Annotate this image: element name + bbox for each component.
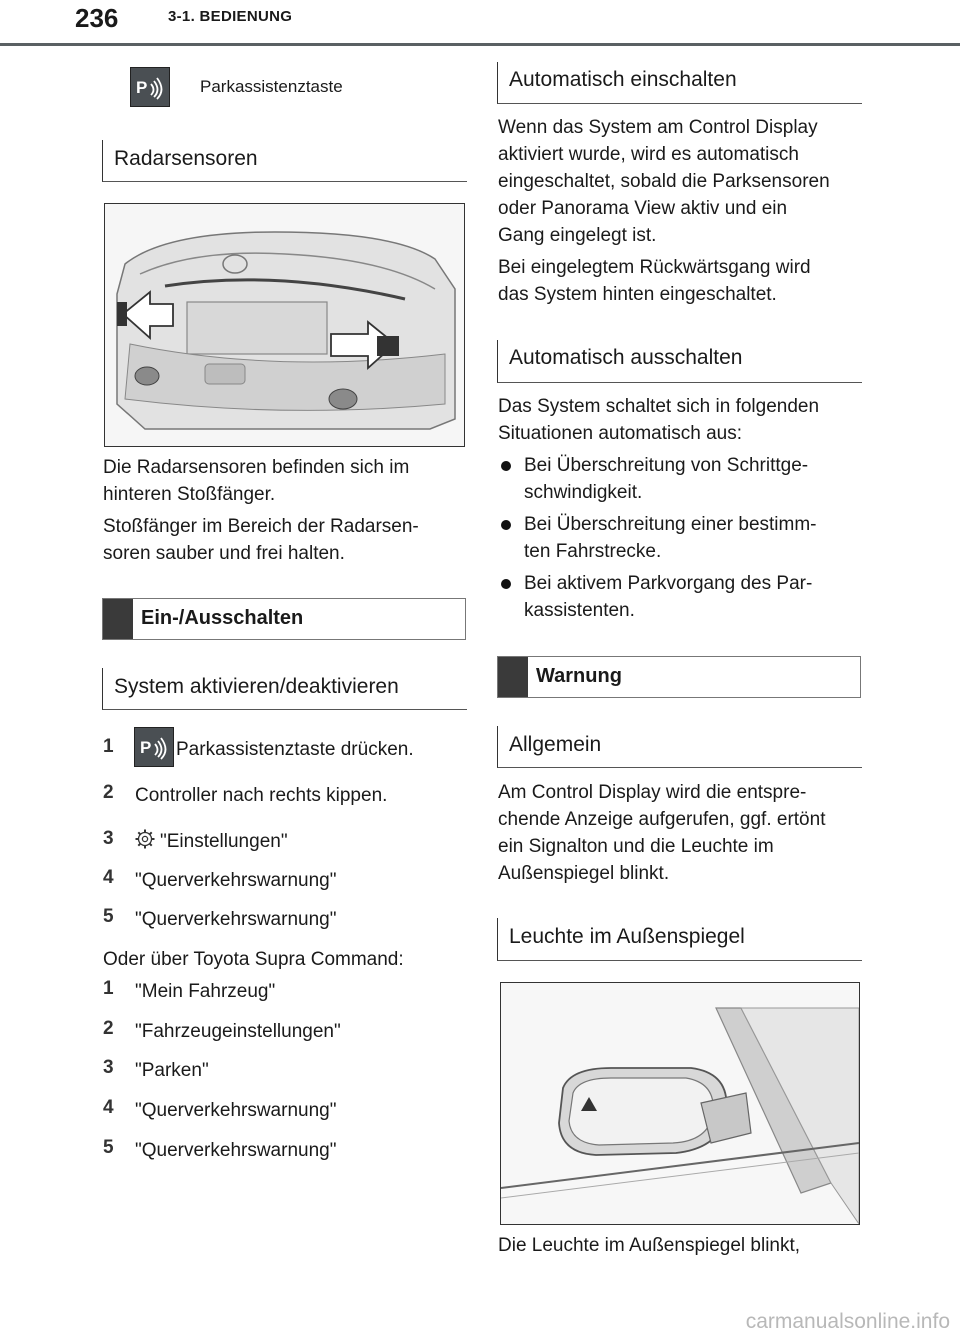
mirror-caption: Die Leuchte im Außenspiegel blinkt, — [498, 1235, 801, 1256]
auto-on-line: oder Panorama View aktiv und ein — [498, 198, 788, 219]
alt-step-text: "Parken" — [135, 1060, 209, 1081]
auto-on-line: Wenn das System am Control Display — [498, 117, 818, 138]
step-text: Controller nach rechts kippen. — [135, 785, 388, 806]
general-line: ein Signalton und die Leuchte im — [498, 836, 774, 857]
section-heading-radar — [102, 140, 467, 182]
auto-on-line: eingeschaltet, sobald die Parksensoren — [498, 171, 830, 192]
auto-off-heading: Automatisch ausschalten — [509, 346, 743, 369]
onoff-heading: Ein-/Ausschalten — [141, 607, 304, 629]
bullet-line: ten Fahrstrecke. — [524, 541, 662, 562]
auto-off-intro: Situationen automatisch aus: — [498, 423, 742, 444]
bullet-line: Bei Überschreitung von Schrittge- — [524, 455, 809, 476]
mirror-figure — [500, 982, 860, 1225]
radar-text-1b: hinteren Stoßfänger. — [103, 484, 276, 505]
bullet-dot — [501, 461, 511, 471]
bullet-dot — [501, 579, 511, 589]
page-number: 236 — [75, 3, 119, 33]
mirror-heading: Leuchte im Außenspiegel — [509, 925, 745, 948]
auto-on-line: aktiviert wurde, wird es automatisch — [498, 144, 799, 165]
alt-step-number: 1 — [103, 978, 114, 999]
step-text: "Querverkehrswarnung" — [135, 870, 337, 891]
auto-off-intro: Das System schaltet sich in folgenden — [498, 396, 820, 417]
bullet-line: Bei Überschreitung einer bestimm- — [524, 514, 817, 535]
step-text: Parkassistenztaste drücken. — [176, 739, 414, 760]
section-heading-auto-on — [497, 62, 862, 104]
svg-text:P: P — [140, 738, 152, 757]
general-line: chende Anzeige aufgerufen, ggf. ertönt — [498, 809, 826, 830]
section-heading-warning — [497, 656, 861, 698]
radar-text-1a: Die Radarsensoren befinden sich im — [103, 457, 410, 478]
alt-step-number: 5 — [103, 1137, 114, 1158]
step-text: "Einstellungen" — [160, 831, 288, 852]
bullet-dot — [501, 520, 511, 530]
general-line: Außenspiegel blinkt. — [498, 863, 670, 884]
section-heading-auto-off — [497, 340, 862, 383]
section-heading-onoff — [102, 598, 466, 640]
bullet-line: kassistenten. — [524, 600, 635, 621]
auto-on-line: Gang eingelegt ist. — [498, 225, 657, 246]
heading-bar — [498, 657, 528, 697]
auto-on-heading: Automatisch einschalten — [509, 68, 737, 91]
park-assist-key-icon — [130, 67, 170, 107]
watermark: carmanualsonline.info — [745, 1310, 950, 1333]
radar-text-2b: soren sauber und frei halten. — [103, 543, 345, 564]
alt-step-text: "Querverkehrswarnung" — [135, 1140, 337, 1161]
section-heading-mirror — [497, 918, 862, 961]
section-heading-system — [102, 668, 467, 710]
section-heading-general — [497, 726, 862, 768]
heading-bar — [103, 599, 133, 639]
auto-on-line2: Bei eingelegtem Rückwärtsgang wird — [498, 257, 811, 278]
warning-heading: Warnung — [536, 665, 622, 687]
system-heading: System aktivieren/deaktivieren — [114, 675, 399, 698]
alt-step-text: "Querverkehrswarnung" — [135, 1100, 337, 1121]
park-assist-key-icon — [134, 727, 174, 767]
step-number: 5 — [103, 906, 114, 927]
radar-text-2a: Stoßfänger im Bereich der Radarsen- — [103, 516, 419, 537]
radar-heading: Radarsensoren — [114, 147, 258, 170]
alt-intro: Oder über Toyota Supra Command: — [103, 949, 404, 970]
alt-step-number: 2 — [103, 1018, 114, 1039]
general-heading: Allgemein — [509, 733, 602, 756]
gear-icon — [134, 828, 156, 855]
auto-on-line2: das System hinten eingeschaltet. — [498, 284, 777, 305]
alt-step-text: "Fahrzeugeinstellungen" — [135, 1021, 341, 1042]
alt-step-number: 3 — [103, 1057, 114, 1078]
step-text: "Querverkehrswarnung" — [135, 909, 337, 930]
step-number: 3 — [103, 828, 114, 849]
rear-bumper-figure — [104, 203, 465, 447]
svg-text:P: P — [136, 78, 148, 97]
chapter-title: 3-1. BEDIENUNG — [168, 8, 293, 25]
bullet-line: Bei aktivem Parkvorgang des Par- — [524, 573, 813, 594]
alt-step-text: "Mein Fahrzeug" — [135, 981, 276, 1002]
step-number: 1 — [103, 736, 114, 757]
step-number: 4 — [103, 867, 114, 888]
general-line: Am Control Display wird die entspre- — [498, 782, 807, 803]
header-divider — [0, 43, 960, 46]
step-number: 2 — [103, 782, 114, 803]
park-key-label: Parkassistenztaste — [200, 77, 343, 96]
alt-step-number: 4 — [103, 1097, 114, 1118]
bullet-line: schwindigkeit. — [524, 482, 643, 503]
